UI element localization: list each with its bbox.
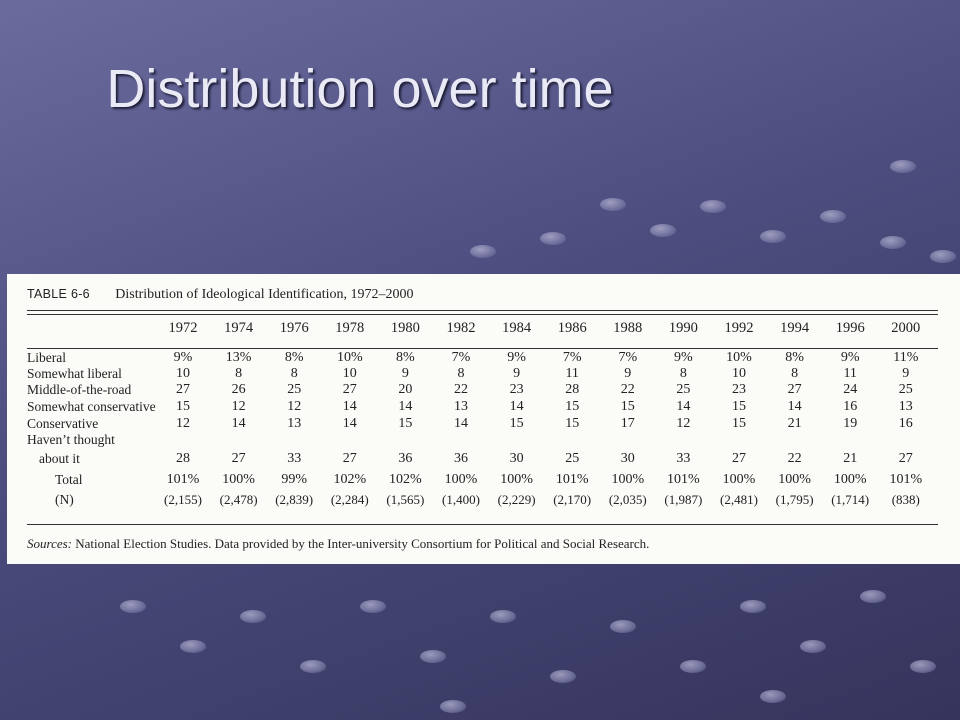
table-cell: 14: [454, 416, 468, 431]
table-cell: 27: [342, 382, 357, 397]
table-cell: 9%: [173, 350, 193, 365]
table-cell: 13: [454, 399, 468, 414]
table-cell: 25: [565, 451, 580, 466]
year-header: 1996: [835, 320, 865, 336]
table-cell: (2,155): [164, 492, 202, 507]
table-cell: 19: [843, 416, 858, 431]
table-cell: 100%: [611, 472, 645, 487]
year-header: 1976: [279, 320, 309, 336]
table-cell: 16: [843, 399, 858, 414]
table-cell: 14: [342, 416, 357, 431]
table-cell: 36: [454, 451, 468, 466]
table-cell: (1,565): [386, 492, 425, 507]
table-cell: 101%: [555, 472, 589, 487]
table-cell: (1,987): [664, 492, 703, 507]
table-cell: (2,229): [497, 492, 536, 507]
year-header: 1988: [613, 320, 643, 336]
table-cell: 100%: [833, 472, 867, 487]
table-cell: 10: [342, 366, 357, 381]
table-cell: 12: [676, 416, 691, 431]
table-cell: 15: [732, 399, 746, 414]
table-cell: 101%: [166, 472, 200, 487]
year-header: 1990: [668, 320, 698, 336]
year-header: 1972: [168, 320, 198, 336]
source-text: National Election Studies. Data provided by the Inter-university Consortium for Political and Social Research.: [72, 536, 650, 551]
table-cell: 10: [176, 366, 190, 381]
table-cell: (2,839): [275, 492, 314, 507]
table-cell: 22: [620, 382, 635, 397]
data-table: [7, 274, 960, 564]
table-cell: 10%: [336, 350, 363, 365]
row-label: Somewhat conservative: [27, 399, 156, 414]
table-cell: 9%: [674, 350, 693, 365]
table-cell: (838): [891, 492, 920, 507]
table-cell: (1,795): [775, 492, 814, 507]
table-cell: 9: [624, 366, 632, 381]
table-cell: 17: [620, 416, 635, 431]
table-cell: 99%: [281, 472, 308, 487]
table-cell: 101%: [889, 472, 923, 487]
table-cell: 10%: [726, 350, 752, 365]
row-label: Haven’t thought: [27, 432, 115, 447]
table-cell: 7%: [451, 350, 471, 365]
table-cell: 20: [398, 382, 413, 397]
year-header: 1982: [446, 320, 476, 336]
table-cell: 8: [791, 366, 799, 381]
row-label: (N): [55, 492, 74, 507]
table-cell: (2,035): [608, 492, 647, 507]
table-cell: 9: [401, 366, 409, 381]
table-cell: (2,478): [219, 492, 258, 507]
table-cell: 30: [509, 451, 524, 466]
year-header: 1994: [780, 320, 810, 336]
table-cell: 13: [287, 416, 302, 431]
table-cell: 27: [732, 451, 746, 466]
table-caption: [27, 286, 414, 303]
slide-title: Distribution over time: [106, 59, 614, 119]
table-cell: 23: [732, 382, 746, 397]
table-cell: 100%: [722, 472, 756, 487]
table-cell: 101%: [667, 472, 700, 487]
table-cell: 24: [843, 382, 858, 397]
table-cell: 25: [898, 382, 913, 397]
table-cell: 13%: [225, 350, 252, 365]
table-cell: 8%: [785, 350, 804, 365]
row-label: about it: [39, 451, 80, 466]
row-label: Conservative: [27, 416, 99, 431]
table-cell: (2,170): [553, 492, 592, 507]
table-cell: 11%: [893, 350, 919, 365]
table-cell: 100%: [500, 472, 533, 487]
header-rule: [27, 348, 938, 349]
table-cell: 14: [231, 416, 246, 431]
year-header: 1980: [390, 320, 420, 336]
table-cell: 15: [620, 399, 635, 414]
table-label: TABLE 6-6: [27, 287, 90, 301]
table-cell: 30: [620, 451, 635, 466]
table-source: [27, 536, 649, 552]
table-cell: (1,714): [831, 492, 870, 507]
table-title: Distribution of Ideological Identification, 1972–2000: [115, 287, 414, 302]
row-label: Somewhat liberal: [27, 366, 122, 381]
table-cell: 33: [676, 451, 691, 466]
table-cell: 102%: [389, 472, 422, 487]
bottom-rule: [27, 524, 938, 525]
row-label: Total: [55, 472, 83, 487]
table-cell: 100%: [222, 472, 255, 487]
table-cell: 27: [342, 451, 357, 466]
table-cell: 9: [513, 366, 521, 381]
table-cell: 15: [565, 399, 580, 414]
table-cell: 15: [509, 416, 524, 431]
table-cell: 27: [898, 451, 913, 466]
table-cell: 36: [398, 451, 413, 466]
table-cell: 26: [231, 382, 246, 397]
top-rule: [27, 310, 938, 311]
table-cell: 8%: [396, 350, 415, 365]
top-rule-double: [27, 314, 938, 315]
table-cell: (2,284): [330, 492, 369, 507]
table-cell: 21: [787, 416, 802, 431]
table-cell: 100%: [444, 472, 478, 487]
table-cell: 11: [565, 366, 579, 381]
table-cell: 22: [787, 451, 802, 466]
table-cell: 7%: [562, 350, 582, 365]
table-cell: 8: [235, 366, 243, 381]
year-header: 1984: [502, 320, 532, 336]
year-header: 1974: [224, 320, 254, 336]
table-cell: 33: [287, 451, 302, 466]
table-cell: 15: [176, 399, 190, 414]
table-cell: 10: [732, 366, 746, 381]
table-cell: 14: [398, 399, 413, 414]
table-cell: 15: [732, 416, 746, 431]
table-cell: 11: [843, 366, 857, 381]
table-cell: 8: [679, 366, 687, 381]
table-cell: 23: [509, 382, 524, 397]
table-cell: 27: [787, 382, 802, 397]
table-cell: 14: [676, 399, 691, 414]
table-cell: 28: [565, 382, 580, 397]
table-cell: 8: [290, 366, 298, 381]
table-cell: 100%: [778, 472, 811, 487]
table-cell: 14: [787, 399, 802, 414]
table-cell: 12: [231, 399, 246, 414]
table-cell: (2,481): [720, 492, 758, 507]
table-cell: 21: [843, 451, 858, 466]
year-header: 1978: [335, 320, 365, 336]
table-cell: 14: [509, 399, 524, 414]
table-cell: 27: [176, 382, 190, 397]
table-cell: 15: [565, 416, 580, 431]
table-cell: 14: [342, 399, 357, 414]
table-cell: 102%: [333, 472, 367, 487]
table-cell: 12: [287, 399, 302, 414]
table-cell: 22: [454, 382, 468, 397]
source-label: Sources:: [27, 536, 73, 551]
year-header: 2000: [891, 320, 921, 336]
table-cell: (1,400): [442, 492, 480, 507]
table-cell: 12: [176, 416, 190, 431]
year-header: 1992: [724, 320, 754, 336]
table-cell: 15: [398, 416, 413, 431]
table-cell: 8%: [284, 350, 304, 365]
table-cell: 9: [902, 366, 910, 381]
year-header: 1986: [557, 320, 587, 336]
row-label: Middle-of-the-road: [27, 382, 132, 397]
table-cell: 25: [287, 382, 302, 397]
table-cell: 9%: [507, 350, 526, 365]
table-cell: 28: [176, 451, 190, 466]
table-cell: 27: [231, 451, 246, 466]
table-cell: 8: [457, 366, 465, 381]
table-cell: 25: [676, 382, 691, 397]
table-cell: 7%: [618, 350, 638, 365]
table-cell: 9%: [840, 350, 860, 365]
row-label: Liberal: [27, 350, 66, 365]
table-cell: 13: [898, 399, 913, 414]
table-cell: 16: [898, 416, 913, 431]
